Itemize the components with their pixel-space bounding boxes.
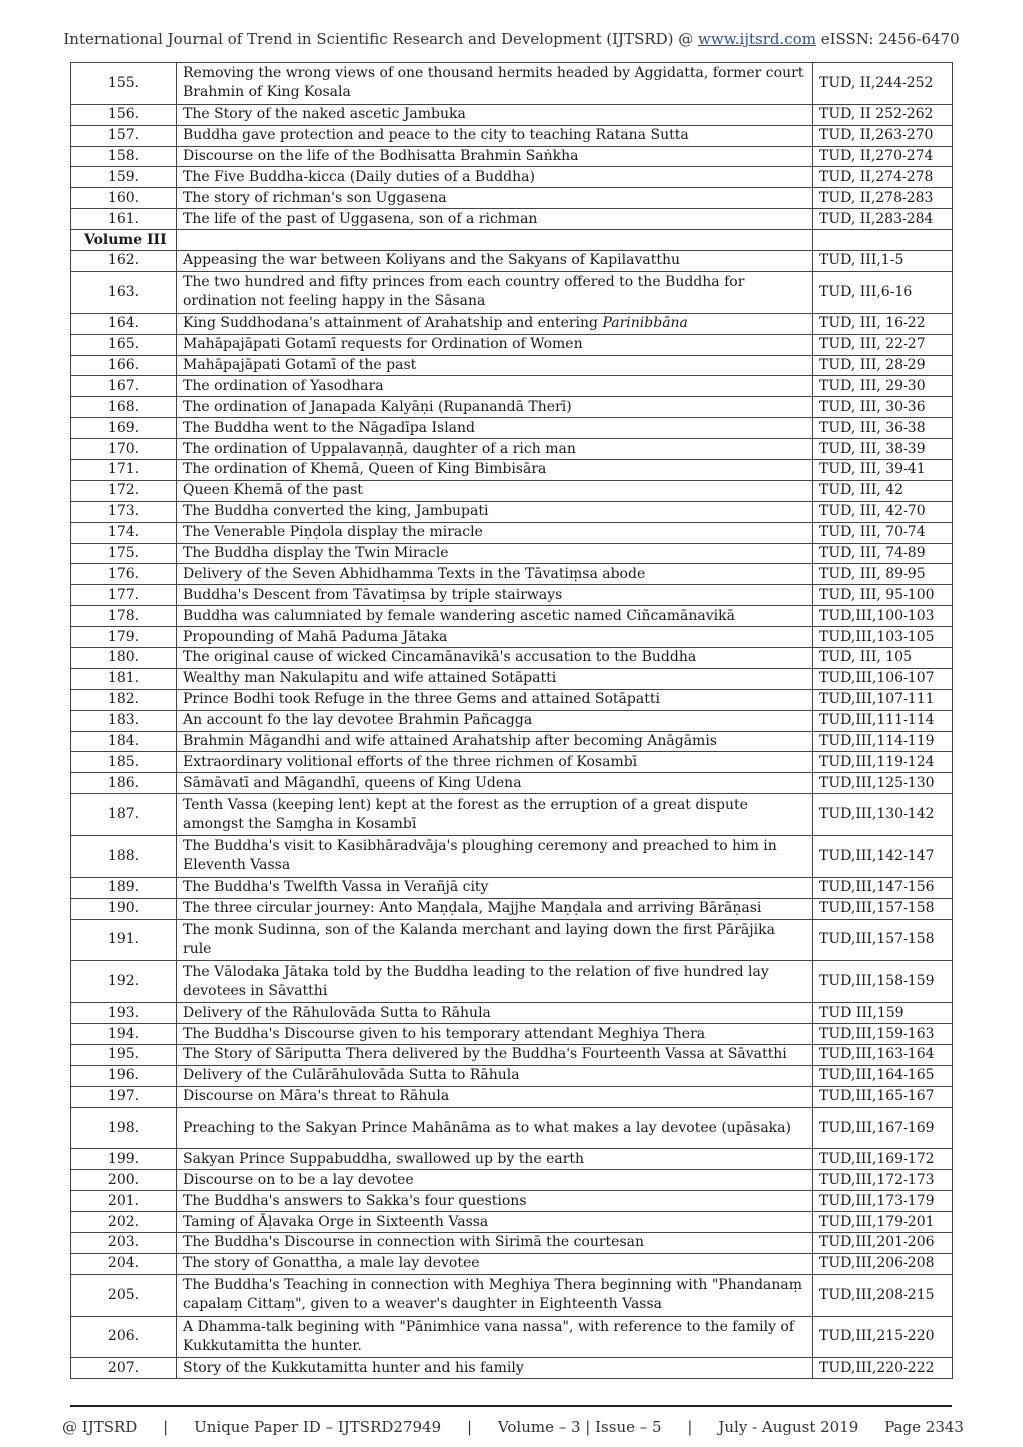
entry-reference: TUD,III,158-159: [813, 961, 953, 1003]
entry-title: [177, 1024, 813, 1045]
entry-title: [177, 355, 813, 376]
entry-number: 192.: [71, 961, 177, 1003]
entry-reference: TUD, III, 74-89: [813, 543, 953, 564]
entry-reference: TUD, III, 89-95: [813, 564, 953, 585]
table-row: [71, 627, 953, 648]
entry-title: [177, 397, 813, 418]
entry-number: 168.: [71, 397, 177, 418]
entry-title-text: The Buddha's Discourse given to his temporary attendant Meghiya Thera: [183, 1025, 706, 1042]
entry-number: 160.: [71, 188, 177, 209]
table-row: [71, 794, 953, 836]
entry-title: [177, 104, 813, 125]
entry-title-text: Discourse on the life of the Bodhisatta Brahmin Saṅkha: [183, 148, 579, 165]
table-row: [71, 647, 953, 668]
entry-title: [177, 794, 813, 836]
entry-title-text: The Buddha display the Twin Miracle: [183, 544, 449, 561]
entry-number: 170.: [71, 439, 177, 460]
entry-title-text: Delivery of the Rāhulovāda Sutta to Rāhula: [183, 1004, 491, 1021]
entry-title-text: An account fo the lay devotee Brahmin Pañcagga: [183, 712, 533, 729]
footer-volume-issue: Volume – 3 | Issue – 5: [497, 1418, 662, 1436]
entry-reference: TUD,III,157-158: [813, 898, 953, 919]
table-row: [71, 877, 953, 898]
table-row: [71, 773, 953, 794]
entry-reference: TUD, III,1-5: [813, 251, 953, 272]
entry-title: [177, 1044, 813, 1065]
entry-reference: TUD,III,111-114: [813, 710, 953, 731]
table-row: [71, 459, 953, 480]
entry-title: [177, 668, 813, 689]
entry-reference: TUD, III, 42-70: [813, 501, 953, 522]
table-row: [71, 1232, 953, 1253]
table-row: [71, 1212, 953, 1233]
entry-title-text: Discourse on to be a lay devotee: [183, 1171, 414, 1188]
entry-reference: TUD,III,103-105: [813, 627, 953, 648]
entry-title-text: The two hundred and fifty princes from each country offered to the Buddha for ordination not feeling happy in the Sāsana: [183, 274, 745, 310]
contents-table: [70, 62, 953, 1379]
table-row: [71, 209, 953, 230]
entry-reference: TUD,III,130-142: [813, 794, 953, 836]
entry-title: [177, 251, 813, 272]
entry-title: [177, 271, 813, 313]
entry-title-text: The three circular journey: Anto Maṇḍala, Majjhe Maṇḍala and arriving Bārāṇasi: [183, 900, 762, 917]
table-row: [71, 146, 953, 167]
entry-title-text: The Buddha's Twelfth Vassa in Verañjā city: [183, 879, 489, 896]
table-row: [71, 104, 953, 125]
entry-reference: [813, 230, 953, 251]
entry-number: 173.: [71, 501, 177, 522]
entry-reference: TUD,III,165-167: [813, 1086, 953, 1107]
entry-number: 187.: [71, 794, 177, 836]
entry-number: 194.: [71, 1024, 177, 1045]
table-row: [71, 1274, 953, 1316]
entry-title: [177, 543, 813, 564]
entry-reference: TUD III,159: [813, 1003, 953, 1024]
entry-title: [177, 773, 813, 794]
entry-number: 167.: [71, 376, 177, 397]
entry-title-text: Mahāpajāpati Gotamī of the past: [183, 356, 417, 373]
entry-title: [177, 919, 813, 961]
table-row: [71, 668, 953, 689]
table-row: [71, 1065, 953, 1086]
entry-title: [177, 1316, 813, 1358]
entry-number: 174.: [71, 522, 177, 543]
table-row: [71, 355, 953, 376]
entry-number: 202.: [71, 1212, 177, 1233]
entry-number: 161.: [71, 209, 177, 230]
entry-reference: TUD,III,220-222: [813, 1358, 953, 1379]
entry-title: [177, 1149, 813, 1170]
entry-title-text: Buddha was calumniated by female wandering ascetic named Ciñcamānavikā: [183, 607, 735, 624]
entry-reference: TUD, III, 22-27: [813, 334, 953, 355]
entry-reference: TUD, III, 42: [813, 480, 953, 501]
table-row: [71, 898, 953, 919]
entry-number: 198.: [71, 1107, 177, 1149]
entry-title: [177, 63, 813, 105]
volume-label: Volume III: [71, 230, 177, 251]
entry-title-text: Extraordinary volitional efforts of the three richmen of Kosambī: [183, 753, 638, 770]
entry-number: 180.: [71, 647, 177, 668]
entry-title-text: Mahāpajāpati Gotamī requests for Ordination of Women: [183, 336, 583, 353]
table-row: [71, 836, 953, 878]
entry-number: 190.: [71, 898, 177, 919]
entry-title: [177, 146, 813, 167]
volume-heading-row: [71, 230, 953, 251]
entry-title-text: Brahmin Māgandhi and wife attained Arahatship after becoming Anāgāmis: [183, 732, 717, 749]
table-row: [71, 125, 953, 146]
entry-title-text: The ordination of Janapada Kalyāṇi (Rupanandā Therī): [183, 398, 572, 415]
entry-number: 158.: [71, 146, 177, 167]
entry-title: [177, 188, 813, 209]
entry-title: [177, 459, 813, 480]
entry-title: [177, 1253, 813, 1274]
entry-reference: TUD, III, 28-29: [813, 355, 953, 376]
entry-number: 177.: [71, 585, 177, 606]
table-row: [71, 63, 953, 105]
issn: eISSN: 2456-6470: [815, 30, 960, 48]
entry-reference: TUD,III,163-164: [813, 1044, 953, 1065]
entry-title-text: Preaching to the Sakyan Prince Mahānāma as to what makes a lay devotee (upāsaka): [183, 1119, 791, 1136]
table-row: [71, 1191, 953, 1212]
entry-title: [177, 564, 813, 585]
entry-number: 205.: [71, 1274, 177, 1316]
table-row: [71, 501, 953, 522]
entry-number: 165.: [71, 334, 177, 355]
entry-title-text: The Buddha's visit to Kasibhāradvāja's ploughing ceremony and preached to him in Eleventh Vassa: [183, 838, 777, 874]
entry-reference: TUD, III, 39-41: [813, 459, 953, 480]
table-row: [71, 689, 953, 710]
entry-title: [177, 480, 813, 501]
entry-number: 172.: [71, 480, 177, 501]
entry-number: 164.: [71, 313, 177, 334]
entry-number: 185.: [71, 752, 177, 773]
entry-reference: TUD, II,270-274: [813, 146, 953, 167]
table-row: [71, 271, 953, 313]
entry-number: 207.: [71, 1358, 177, 1379]
entry-reference: TUD,III,106-107: [813, 668, 953, 689]
entry-reference: TUD, III, 105: [813, 647, 953, 668]
table-row: [71, 731, 953, 752]
entry-number: 163.: [71, 271, 177, 313]
entry-number: 184.: [71, 731, 177, 752]
entry-title-text: The Buddha's answers to Sakka's four questions: [183, 1192, 527, 1209]
entry-number: 157.: [71, 125, 177, 146]
entry-reference: TUD, II,274-278: [813, 167, 953, 188]
entry-title-text: The Buddha went to the Nāgadīpa Island: [183, 419, 475, 436]
entry-number: 201.: [71, 1191, 177, 1212]
entry-reference: TUD,III,142-147: [813, 836, 953, 878]
entry-reference: TUD,III,206-208: [813, 1253, 953, 1274]
entry-title-text: The ordination of Khemā, Queen of King Bimbisāra: [183, 461, 547, 478]
footer-separator: |: [163, 1418, 169, 1436]
entry-reference: TUD,III,159-163: [813, 1024, 953, 1045]
entry-title-text: Queen Khemā of the past: [183, 482, 363, 499]
entry-reference: TUD, II,283-284: [813, 209, 953, 230]
entry-title: [177, 877, 813, 898]
entry-reference: TUD,III,173-179: [813, 1191, 953, 1212]
entry-number: 200.: [71, 1170, 177, 1191]
entry-number: 159.: [71, 167, 177, 188]
table-row: [71, 418, 953, 439]
entry-title-text: Sakyan Prince Suppabuddha, swallowed up by the earth: [183, 1150, 585, 1167]
table-row: [71, 961, 953, 1003]
entry-title: [177, 1212, 813, 1233]
entry-title: [177, 606, 813, 627]
table-row: [71, 543, 953, 564]
entry-reference: TUD,III,157-158: [813, 919, 953, 961]
entry-number: 196.: [71, 1065, 177, 1086]
entry-number: 155.: [71, 63, 177, 105]
table-row: [71, 1316, 953, 1358]
entry-reference: TUD, II,278-283: [813, 188, 953, 209]
table-row: [71, 752, 953, 773]
entry-title-text: The monk Sudinna, son of the Kalanda merchant and laying down the first Pārājika rule: [183, 921, 775, 957]
entry-title-text: The Vālodaka Jātaka told by the Buddha leading to the relation of five hundred lay devotees in Sāvatthi: [183, 963, 769, 999]
footer-org: @ IJTSRD: [62, 1418, 138, 1436]
running-header: [0, 30, 1023, 48]
entry-number: 171.: [71, 459, 177, 480]
entry-title-text: Wealthy man Nakulapitu and wife attained Sotāpatti: [183, 670, 557, 687]
footer-date: July - August 2019: [718, 1418, 859, 1436]
entry-number: 188.: [71, 836, 177, 878]
entry-title-text: The story of Gonattha, a male lay devotee: [183, 1255, 480, 1272]
entry-title: [177, 376, 813, 397]
entry-title-text: Story of the Kukkutamitta hunter and his family: [183, 1359, 524, 1376]
entry-number: 197.: [71, 1086, 177, 1107]
entry-title-text: The Venerable Piṇḍola display the miracle: [183, 524, 483, 541]
footer-separator: |: [687, 1418, 693, 1436]
table-row: [71, 1107, 953, 1149]
entry-title: [177, 418, 813, 439]
table-row: [71, 334, 953, 355]
table-row: [71, 1044, 953, 1065]
entry-title-text: Buddha's Descent from Tāvatiṃsa by triple stairways: [183, 586, 563, 603]
entry-title-text: The Five Buddha-kicca (Daily duties of a Buddha): [183, 168, 535, 185]
entry-title-text: The Buddha converted the king, Jambupati: [183, 503, 489, 520]
entry-number: 199.: [71, 1149, 177, 1170]
table-row: [71, 1003, 953, 1024]
entry-number: 178.: [71, 606, 177, 627]
entry-reference: TUD,III,114-119: [813, 731, 953, 752]
entry-title: [177, 1358, 813, 1379]
entry-title-text: Delivery of the Culārāhulovāda Sutta to Rāhula: [183, 1067, 520, 1084]
table-row: [71, 188, 953, 209]
table-row: [71, 480, 953, 501]
entry-reference: TUD, II,263-270: [813, 125, 953, 146]
entry-title: [177, 1003, 813, 1024]
entry-number: 204.: [71, 1253, 177, 1274]
entry-reference: TUD,III,208-215: [813, 1274, 953, 1316]
entry-title: [177, 836, 813, 878]
entry-title-text: Prince Bodhi took Refuge in the three Gems and attained Sotāpatti: [183, 691, 660, 708]
entry-number: 193.: [71, 1003, 177, 1024]
entry-number: 195.: [71, 1044, 177, 1065]
table-row: [71, 251, 953, 272]
entry-reference: TUD,III,125-130: [813, 773, 953, 794]
entry-title: [177, 752, 813, 773]
entry-number: 166.: [71, 355, 177, 376]
entry-number: 182.: [71, 689, 177, 710]
footer-paper-id: Unique Paper ID – IJTSRD27949: [194, 1418, 442, 1436]
table-row: [71, 1024, 953, 1045]
table-row: [71, 167, 953, 188]
entry-reference: TUD, III, 70-74: [813, 522, 953, 543]
entry-title: [177, 1232, 813, 1253]
table-row: [71, 564, 953, 585]
entry-reference: TUD,III,164-165: [813, 1065, 953, 1086]
entry-number: 186.: [71, 773, 177, 794]
entry-title-text: Taming of Āḷavaka Orge in Sixteenth Vassa: [183, 1213, 489, 1230]
entry-reference: TUD, III, 29-30: [813, 376, 953, 397]
entry-reference: TUD, II,244-252: [813, 63, 953, 105]
entry-reference: TUD, III, 16-22: [813, 313, 953, 334]
entry-title-text: The story of richman's son Uggasena: [183, 189, 447, 206]
entry-reference: TUD, III, 36-38: [813, 418, 953, 439]
table-row: [71, 1253, 953, 1274]
entry-reference: TUD, III, 95-100: [813, 585, 953, 606]
entry-title: [177, 898, 813, 919]
entry-title: [177, 1191, 813, 1212]
entry-title: [177, 689, 813, 710]
entry-title: [177, 1065, 813, 1086]
entry-number: 183.: [71, 710, 177, 731]
entry-reference: TUD,III,172-173: [813, 1170, 953, 1191]
entry-title-text: The life of the past of Uggasena, son of a richman: [183, 210, 538, 227]
page-footer: [62, 1418, 964, 1436]
footer-page-number: Page 2343: [884, 1418, 964, 1436]
entry-title-text: The Story of the naked ascetic Jambuka: [183, 106, 466, 123]
entry-reference: TUD,III,167-169: [813, 1107, 953, 1149]
entry-title: [177, 501, 813, 522]
entry-title-italic: Parinibbāna: [602, 315, 688, 332]
entry-title: [177, 209, 813, 230]
entry-title: [177, 961, 813, 1003]
entry-number: 162.: [71, 251, 177, 272]
entry-reference: TUD,III,201-206: [813, 1232, 953, 1253]
entry-title-text: Propounding of Mahā Paduma Jātaka: [183, 628, 448, 645]
table-row: [71, 585, 953, 606]
table-row: [71, 376, 953, 397]
table-row: [71, 710, 953, 731]
entry-title: [177, 710, 813, 731]
journal-url-link[interactable]: www.ijtsrd.com: [698, 30, 816, 48]
entry-title: [177, 1107, 813, 1149]
entry-title-text: Sāmāvatī and Māgandhī, queens of King Udena: [183, 774, 522, 791]
table-row: [71, 397, 953, 418]
entry-title: [177, 313, 813, 334]
table-row: [71, 606, 953, 627]
entry-reference: TUD,III,169-172: [813, 1149, 953, 1170]
entry-title-text: A Dhamma-talk begining with "Pānimhice vana nassa", with reference to the family of Kukkutamitta the hunter.: [183, 1318, 795, 1354]
entry-title-text: The ordination of Yasodhara: [183, 377, 384, 394]
entry-number: 179.: [71, 627, 177, 648]
entry-reference: TUD,III,215-220: [813, 1316, 953, 1358]
table-row: [71, 1358, 953, 1379]
entry-title: [177, 1086, 813, 1107]
entry-title: [177, 125, 813, 146]
entry-title-text: The Story of Sāriputta Thera delivered by the Buddha's Fourteenth Vassa at Sāvatthi: [183, 1046, 787, 1063]
entry-title: [177, 230, 813, 251]
entry-title: [177, 1274, 813, 1316]
entry-title: [177, 439, 813, 460]
entry-title-text: Delivery of the Seven Abhidhamma Texts in the Tāvatiṃsa abode: [183, 565, 646, 582]
footer-separator: |: [466, 1418, 473, 1436]
entry-reference: TUD, III,6-16: [813, 271, 953, 313]
entry-title-text: The Buddha's Discourse in connection with Sirimā the courtesan: [183, 1234, 645, 1251]
entry-number: 176.: [71, 564, 177, 585]
entry-title: [177, 627, 813, 648]
entry-number: 181.: [71, 668, 177, 689]
entry-number: 169.: [71, 418, 177, 439]
table-row: [71, 522, 953, 543]
entry-reference: TUD,III,119-124: [813, 752, 953, 773]
table-row: [71, 313, 953, 334]
entry-title: [177, 731, 813, 752]
entry-title-text: King Suddhodana's attainment of Arahatship and entering: [183, 315, 603, 332]
entry-title-text: Tenth Vassa (keeping lent) kept at the forest as the erruption of a great dispute amongst the Saṃgha in Kosambī: [183, 796, 748, 832]
entry-number: 206.: [71, 1316, 177, 1358]
entry-reference: TUD, III, 30-36: [813, 397, 953, 418]
table-row: [71, 1086, 953, 1107]
entry-title: [177, 647, 813, 668]
entry-title: [177, 334, 813, 355]
entry-title: [177, 167, 813, 188]
table-row: [71, 919, 953, 961]
entry-reference: TUD, II 252-262: [813, 104, 953, 125]
entry-title: [177, 585, 813, 606]
entry-number: 203.: [71, 1232, 177, 1253]
entry-reference: TUD,III,100-103: [813, 606, 953, 627]
journal-name: International Journal of Trend in Scientific Research and Development (IJTSRD) @: [63, 30, 699, 48]
entry-reference: TUD,III,107-111: [813, 689, 953, 710]
table-row: [71, 1149, 953, 1170]
entry-title-text: Removing the wrong views of one thousand hermits headed by Aggidatta, former court Brahmin of King Kosala: [183, 65, 804, 101]
entry-title: [177, 1170, 813, 1191]
entry-number: 175.: [71, 543, 177, 564]
entry-title-text: The ordination of Uppalavaṇṇā, daughter of a rich man: [183, 440, 576, 457]
entry-title: [177, 522, 813, 543]
footer-rule: [70, 1405, 952, 1407]
entry-number: 189.: [71, 877, 177, 898]
entry-number: 156.: [71, 104, 177, 125]
entry-reference: TUD,III,179-201: [813, 1212, 953, 1233]
entry-number: 191.: [71, 919, 177, 961]
entry-reference: TUD,III,147-156: [813, 877, 953, 898]
entry-title-text: The original cause of wicked Cincamānavikā's accusation to the Buddha: [183, 649, 697, 666]
entry-title-text: The Buddha's Teaching in connection with Meghiya Thera beginning with "Phandanaṃ capalaṃ Cittaṃ", given to a weaver's daughter in Eighteenth Vassa: [183, 1277, 803, 1313]
entry-title-text: Discourse on Māra's threat to Rāhula: [183, 1088, 450, 1105]
entry-reference: TUD, III, 38-39: [813, 439, 953, 460]
table-row: [71, 1170, 953, 1191]
entry-title-text: Buddha gave protection and peace to the city to teaching Ratana Sutta: [183, 127, 689, 144]
entry-title-text: Appeasing the war between Koliyans and the Sakyans of Kapilavatthu: [183, 252, 681, 269]
table-row: [71, 439, 953, 460]
